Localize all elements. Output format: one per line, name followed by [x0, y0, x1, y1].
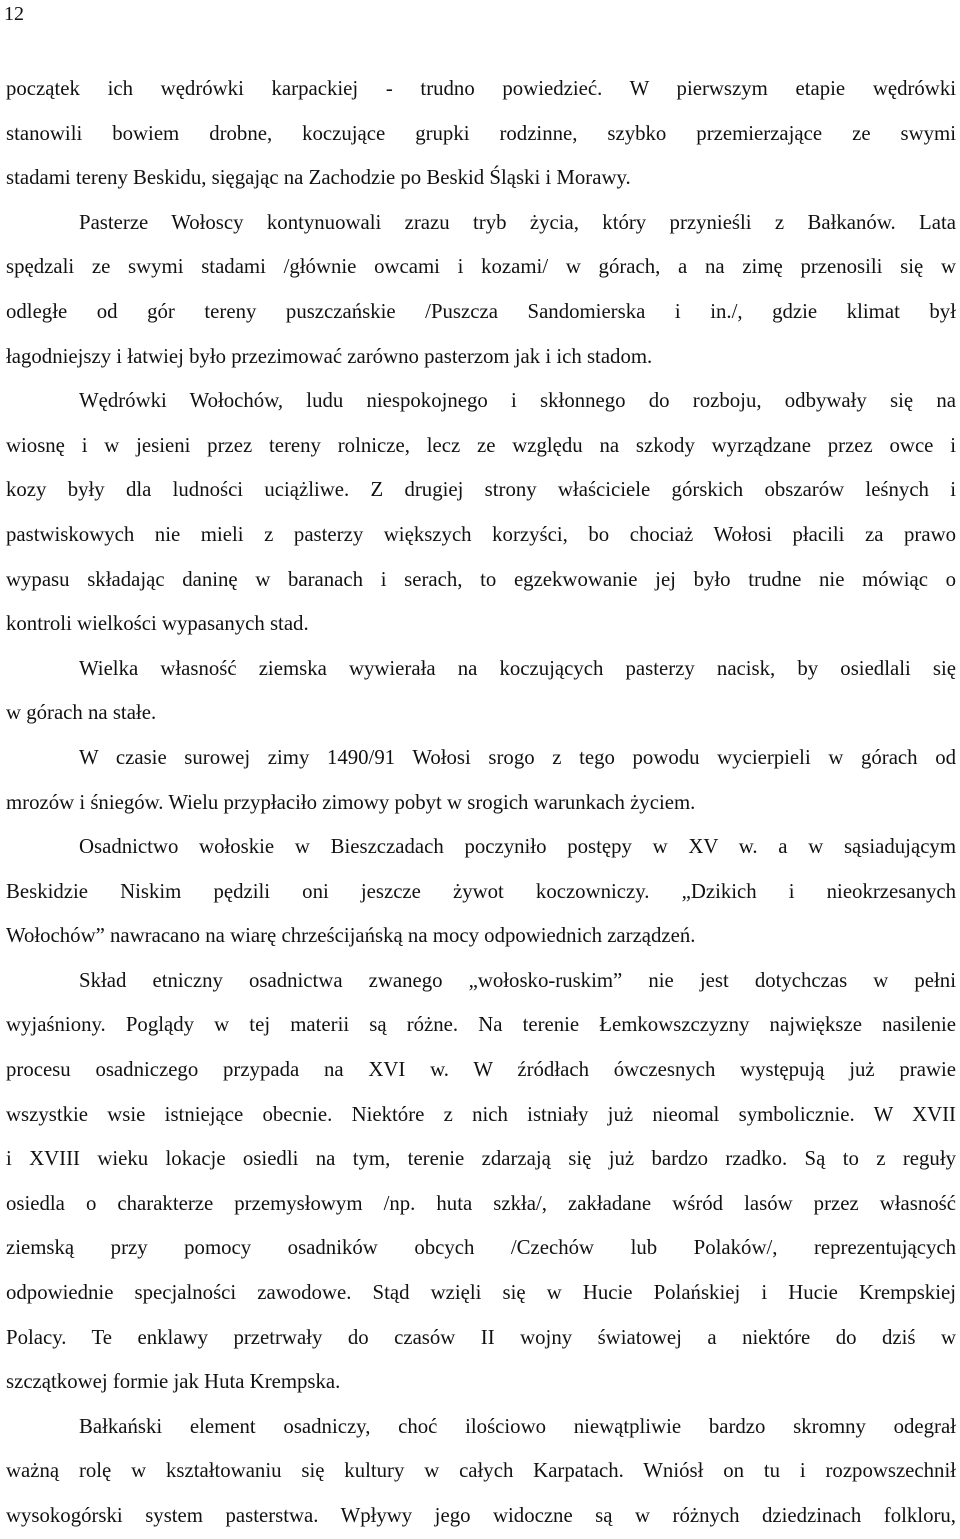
- text-line: i XVIII wieku lokacje osiedli na tym, terenie zdarzają się już bardzo rzadko. Są to z reguły: [6, 1147, 956, 1171]
- text-line: początek ich wędrówki karpackiej - trudno powiedzieć. W pierwszym etapie wędrówki: [6, 77, 956, 100]
- text-line: wyjaśniony. Poglądy w tej materii są różne. Na terenie Łemkowszczyzny największe nasilenie: [6, 1013, 956, 1037]
- text-line: procesu osadniczego przypada na XVI w. W źródłach ówczesnych występują już prawie: [6, 1058, 956, 1082]
- text-line: wypasu składając daninę w baranach i serach, to egzekwowanie jej było trudne nie mówiąc o: [6, 567, 956, 591]
- text-line: wiosnę i w jesieni przez tereny rolnicze, lecz ze względu na szkody wyrządzane przez owce i: [6, 433, 956, 457]
- text-line: Wołochów” nawracano na wiarę chrześcijańską na mocy odpowiednich zarządzeń.: [6, 924, 696, 948]
- text-line: wszystkie wsie istniejące obecnie. Niektóre z nich istniały już nieomal symbolicznie. W XVII: [6, 1102, 956, 1126]
- text-line: Bałkański element osadniczy, choć ilościowo niewątpliwie bardzo skromny odegrał: [79, 1414, 956, 1438]
- text-line: osiedla o charakterze przemysłowym /np. huta szkła/, zakładane wśród lasów przez własność: [6, 1191, 956, 1215]
- text-line: Pasterze Wołoscy kontynuowali zrazu tryb życia, który przynieśli z Bałkanów. Lata: [79, 210, 956, 234]
- text-line: mrozów i śniegów. Wielu przypłaciło zimowy pobyt w srogich warunkach życiem.: [6, 790, 696, 814]
- text-line: Skład etniczny osadnictwa zwanego „wołosko-ruskim” nie jest dotychczas w pełni: [79, 968, 956, 992]
- text-line: kozy były dla ludności uciążliwe. Z drugiej strony właściciele górskich obszarów leśnych i: [6, 478, 956, 502]
- text-line: w górach na stałe.: [6, 701, 157, 725]
- text-line: odpowiednie specjalności zawodowe. Stąd wzięli się w Hucie Polańskiej i Hucie Krempskiej: [6, 1281, 956, 1305]
- text-line: Beskidzie Niskim pędzili oni jeszcze żywot koczowniczy. „Dzikich i nieokrzesanych: [6, 879, 956, 903]
- text-line: Wędrówki Wołochów, ludu niespokojnego i skłonnego do rozboju, odbywały się na: [79, 389, 956, 413]
- text-line: Wielka własność ziemska wywierała na koczujących pasterzy nacisk, by osiedlali się: [79, 656, 956, 680]
- text-line: kontroli wielkości wypasanych stad.: [6, 612, 309, 636]
- text-line: szczątkowej formie jak Huta Krempska.: [6, 1370, 341, 1394]
- text-line: ziemską przy pomocy osadników obcych /Czechów lub Polaków/, reprezentujących: [6, 1236, 956, 1260]
- text-line: ważną rolę w kształtowaniu się kultury w całych Karpatach. Wniósł on tu i rozpowszechnił: [6, 1459, 956, 1483]
- text-line: Polacy. Te enklawy przetrwały do czasów II wojny światowej a niektóre do dziś w: [6, 1325, 956, 1349]
- text-line: Osadnictwo wołoskie w Bieszczadach poczyniło postępy w XV w. a w sąsiadującym: [79, 835, 956, 859]
- page-body: [6, 67, 956, 1539]
- text-line: stadami tereny Beskidu, sięgając na Zachodzie po Beskid Śląski i Morawy.: [6, 166, 631, 190]
- text-line: odległe od gór tereny puszczańskie /Puszcza Sandomierska i in./, gdzie klimat był: [6, 299, 956, 323]
- text-line: stanowili bowiem drobne, koczujące grupki rodzinne, szybko przemierzające ze swymi: [6, 121, 956, 145]
- text-line: wysokogórski system pasterstwa. Wpływy jego widoczne są w różnych dziedzinach folkloru,: [6, 1504, 956, 1527]
- text-line: spędzali ze swymi stadami /głównie owcami i kozami/ w górach, a na zimę przenosili się w: [6, 255, 956, 279]
- page-number: 12: [4, 3, 24, 25]
- text-line: W czasie surowej zimy 1490/91 Wołosi srogo z tego powodu wycierpieli w górach od: [79, 745, 956, 769]
- text-line: łagodniejszy i łatwiej było przezimować zarówno pasterzom jak i ich stadom.: [6, 344, 653, 368]
- text-line: pastwiskowych nie mieli z pasterzy większych korzyści, bo chociaż Wołosi płacili za prawo: [6, 522, 956, 546]
